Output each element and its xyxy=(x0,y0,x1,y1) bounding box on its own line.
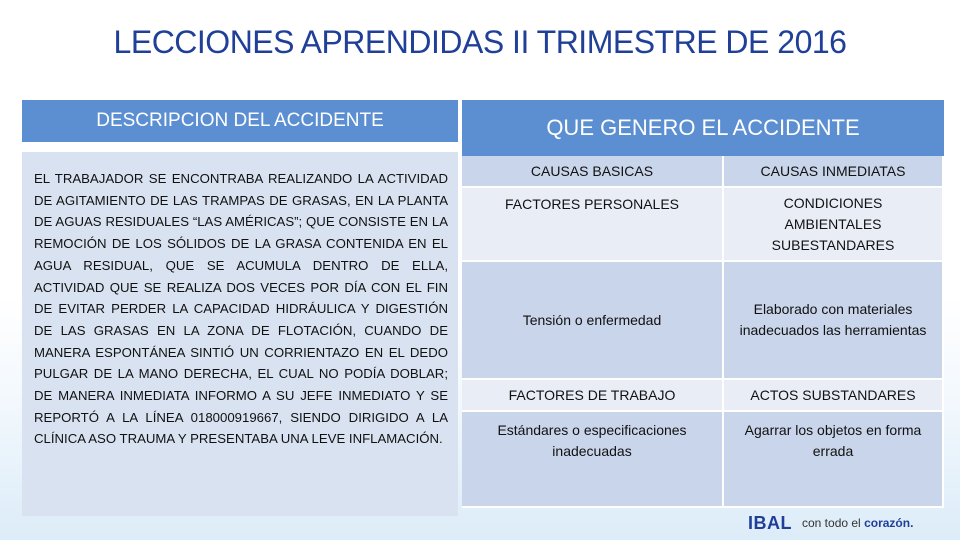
environmental-condition-item: Elaborado con materiales inadecuados las herramientas xyxy=(724,262,944,380)
substandard-acts-label: ACTOS SUBSTANDARES xyxy=(724,380,944,412)
logo-brand: IBAL xyxy=(748,512,792,533)
logo-tagline xyxy=(802,516,913,530)
company-logo xyxy=(748,510,948,536)
page-title: LECCIONES APRENDIDAS II TRIMESTRE DE 2016 xyxy=(113,24,847,60)
causes-heading: QUE GENERO EL ACCIDENTE xyxy=(462,100,944,156)
personal-factors-label: FACTORES PERSONALES xyxy=(462,188,724,262)
environmental-conditions-label: CONDICIONES AMBIENTALES SUBESTANDARES xyxy=(724,188,944,262)
logo-tagline-text: con todo el xyxy=(802,516,861,530)
personal-factor-item: Tensión o enfermedad xyxy=(462,262,724,380)
substandard-act-item: Agarrar los objetos en forma errada xyxy=(724,412,944,508)
accident-description: EL TRABAJADOR SE ENCONTRABA REALIZANDO LA ACTIVIDAD DE AGITAMIENTO DE LAS TRAMPAS DE GRASAS, EN LA PLANTA DE AGUAS RESIDUALES “LAS AMÉRICAS”; QUE CONSISTE EN LA REMOCIÓN DE LOS SÓLIDOS DE LA GRASA CONTENIDA EN EL AGUA RESIDUAL, QUE SE ACUMULA DENTRO DE ELLA, ACTIVIDAD QUE SE REALIZA DOS VECES POR DÍA CON EL FIN DE EVITAR PERDER LA CAPACIDAD HIDRÁULICA Y DIGESTIÓN DE LAS GRASAS EN LA ZONA DE FLOTACIÓN, CUANDO DE MANERA ESPONTÁNEA SINTIÓ UN CORRIENTAZO EN EL DEDO PULGAR DE LA MANO DERECHA, EL CUAL NO PODÍA DOBLAR; DE MANERA INMEDIATA INFORMO A SU JEFE INMEDIATO Y SE REPORTÓ A LA LÍNEA 018000919667, SIENDO DIRIGIDO A LA CLÍNICA ASO TRAUMA Y PRESENTABA UNA LEVE INFLAMACIÓN. xyxy=(22,152,458,516)
column-header-immediate-causes: CAUSAS INMEDIATAS xyxy=(724,156,944,188)
description-heading: DESCRIPCION DEL ACCIDENTE xyxy=(22,100,458,142)
work-factor-item: Estándares o especificaciones inadecuadas xyxy=(462,412,724,508)
work-factors-label: FACTORES DE TRABAJO xyxy=(462,380,724,412)
column-header-basic-causes: CAUSAS BASICAS xyxy=(462,156,724,188)
logo-tagline-bold: corazón. xyxy=(864,516,914,530)
causes-table xyxy=(462,156,944,508)
